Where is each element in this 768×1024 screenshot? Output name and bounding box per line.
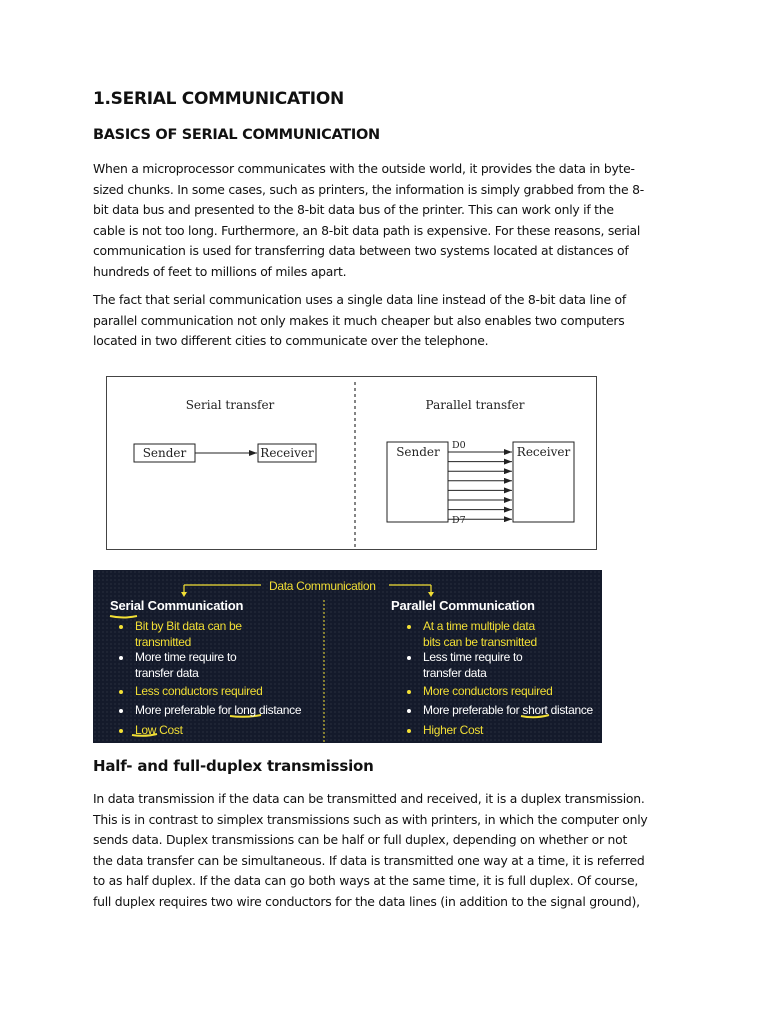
comparison-item-line: More preferable for long distance [135, 703, 302, 717]
comparison-item [423, 703, 593, 719]
parallel-sender-label: Sender [396, 445, 440, 459]
text-line: bit data bus and presented to the 8-bit data bus of the printer. This can work only if the [93, 202, 614, 218]
text-line: the data transfer can be simultaneous. If data is transmitted one way at a time, it is referred [93, 852, 645, 868]
page-title: 1.SERIAL COMMUNICATION [93, 89, 344, 109]
comparison-item-line: Less time require to [423, 650, 523, 664]
transfer-diagram [106, 376, 597, 550]
comparison-item-line: More conductors required [423, 684, 553, 698]
arrow-down-icon [428, 592, 434, 597]
serial-receiver-label: Receiver [260, 446, 314, 460]
serial-sender-label: Sender [142, 446, 187, 460]
text-line: sends data. Duplex transmissions can be half or full duplex, depending on whether or not [93, 832, 628, 848]
comparison-item-line: More time require to [135, 650, 237, 664]
comparison-item [423, 723, 483, 739]
text-line: parallel communication not only makes it much cheaper but also enables two computers [93, 312, 625, 328]
text-line: communication is used for transferring data between two systems located at distances of [93, 243, 629, 259]
bullet-icon [407, 625, 411, 629]
bullet-icon [119, 656, 123, 660]
text-line: In data transmission if the data can be transmitted and received, it is a duplex transmission. [93, 791, 645, 806]
d7-label: D7 [452, 515, 466, 526]
bullet-icon [407, 729, 411, 733]
text-line: full duplex requires two wire conductors for the data lines (in addition to the signal ground), [93, 893, 640, 909]
arrow-down-icon [181, 592, 187, 597]
comparison-item-line: Low Cost [135, 723, 183, 737]
text-line: When a microprocessor communicates with the outside world, it provides the data in byte- [93, 161, 635, 176]
comparison-item-line: At a time multiple data [423, 619, 535, 633]
transfer-diagram-svg [107, 377, 598, 551]
section-heading-duplex: Half- and full-duplex transmission [93, 757, 374, 775]
bullet-icon [407, 709, 411, 713]
text-line: The fact that serial communication uses a single data line instead of the 8-bit data line of [93, 292, 626, 307]
comparison-item [135, 703, 301, 719]
paragraph-serial-advantages [93, 290, 673, 352]
paragraph-intro [93, 159, 673, 283]
comparison-item [135, 723, 183, 739]
comparison-item-line: transfer data [423, 665, 487, 680]
text-line: sized chunks. In some cases, such as printers, the information is simply grabbed from the 8- [93, 181, 644, 197]
comparison-item [135, 650, 236, 681]
text-line: to as half duplex. If the data can go both ways at the same time, it is full duplex. Of course, [93, 873, 639, 889]
bullet-icon [119, 709, 123, 713]
bullet-icon [407, 690, 411, 694]
comparison-item [423, 684, 553, 700]
comparison-item-line: Bit by Bit data can be [135, 619, 242, 633]
comparison-item [135, 619, 242, 650]
text-line: This is in contrast to simplex transmissions such as with printers, in which the computer only [93, 811, 648, 827]
bullet-icon [407, 656, 411, 660]
comparison-figure [93, 570, 602, 743]
comparison-item-line: transfer data [135, 665, 199, 680]
parallel-receiver-label: Receiver [516, 445, 571, 459]
bullet-icon [119, 729, 123, 733]
serial-heading: Serial Communication [110, 598, 244, 613]
parallel-heading: Parallel Communication [391, 598, 535, 613]
comparison-item-line: transmitted [135, 634, 192, 649]
text-line: cable is not too long. Furthermore, an 8-bit data path is expensive. For these reasons, serial [93, 222, 641, 238]
bullet-icon [119, 690, 123, 694]
serial-transfer-title: Serial transfer [185, 398, 275, 412]
underline-mark [110, 616, 137, 618]
section-heading: BASICS OF SERIAL COMMUNICATION [93, 127, 380, 143]
text-line: located in two different cities to communicate over the telephone. [93, 333, 489, 349]
comparison-item-line: Higher Cost [423, 723, 484, 737]
comparison-item [423, 650, 522, 681]
figure-title: Data Communication [269, 579, 376, 593]
comparison-item [135, 684, 263, 700]
paragraph-duplex [93, 789, 673, 913]
comparison-item [423, 619, 537, 650]
comparison-item-line: bits can be transmitted [423, 634, 537, 649]
text-line: hundreds of feet to millions of miles apart. [93, 263, 347, 279]
parallel-transfer-title: Parallel transfer [425, 398, 525, 412]
d0-label: D0 [452, 440, 466, 451]
comparison-item-line: Less conductors required [135, 684, 263, 698]
parallel-data-lines [448, 452, 512, 519]
comparison-item-line: More preferable for short distance [423, 703, 593, 717]
bullet-icon [119, 625, 123, 629]
